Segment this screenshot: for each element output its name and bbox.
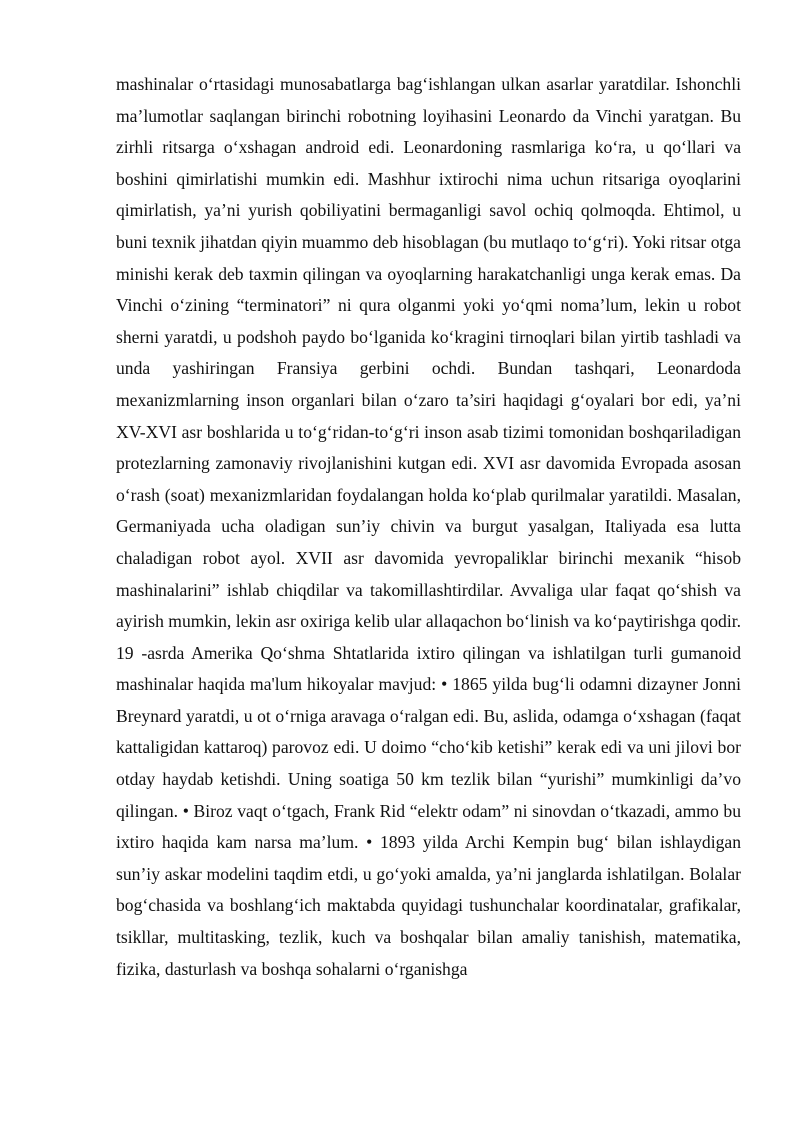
document-page xyxy=(116,69,741,985)
body-paragraph: mashinalar o‘rtasidagi munosabatlarga bag‘ishlangan ulkan asarlar yaratdilar. Ishonchli ma’lumotlar saqlangan birinchi robotning loyihasini Leonardo da Vinchi yaratgan. Bu zirhli ritsarga o‘xshagan android edi. Leonardoning rasmlariga ko‘ra, u qo‘llari va boshini qimirlatishi mumkin edi. Mashhur ixtirochi nima uchun ritsariga oyoqlarini qimirlatish, ya’ni yurish qobiliyatini bermaganligi savol ochiq qolmoqda. Ehtimol, u buni texnik jihatdan qiyin muammo deb hisoblagan (bu mutlaqo to‘g‘ri). Yoki ritsar otga minishi kerak deb taxmin qilingan va oyoqlarning harakatchanligi unga kerak emas. Da Vinchi o‘zining “terminatori” ni qura olganmi yoki yo‘qmi noma’lum, lekin u robot sherni yaratdi, u podshoh paydo bo‘lganida ko‘kragini tirnoqlari bilan yirtib tashladi va unda yashiringan Fransiya gerbini ochdi. Bundan tashqari, Leonardoda mexanizmlarning inson organlari bilan o‘zaro ta’siri haqidagi g‘oyalari bor edi, ya’ni XV-XVI asr boshlarida u to‘g‘ridan-to‘g‘ri inson asab tizimi tomonidan boshqariladigan protezlarning zamonaviy rivojlanishini kutgan edi. XVI asr davomida Evropada asosan o‘rash (soat) mexanizmlaridan foydalangan holda ko‘plab qurilmalar yaratildi. Masalan, Germaniyada ucha oladigan sun’iy chivin va burgut yasalgan, Italiyada esa lutta chaladigan robot ayol. XVII asr davomida yevropaliklar birinchi mexanik “hisob mashinalarini” ishlab chiqdilar va takomillashtirdilar. Avvaliga ular faqat qo‘shish va ayirish mumkin, lekin asr oxiriga kelib ular allaqachon bo‘linish va ko‘paytirishga qodir. 19 -asrda Amerika Qo‘shma Shtatlarida ixtiro qilingan va ishlatilgan turli gumanoid mashinalar haqida ma'lum hikoyalar mavjud: • 1865 yilda bug‘li odamni dizayner Jonni Breynard yaratdi, u ot o‘rniga aravaga o‘ralgan edi. Bu, aslida, odamga o‘xshagan (faqat kattaligidan kattaroq) parovoz edi. U doimo “cho‘kib ketishi” kerak edi va uni jilovi bor otday haydab ketishdi. Uning soatiga 50 km tezlik bilan “yurishi” mumkinligi da’vo qilingan. • Biroz vaqt o‘tgach, Frank Rid “elektr odam” ni sinovdan o‘tkazadi, ammo bu ixtiro haqida kam narsa ma’lum. • 1893 yilda Archi Kempin bug‘ bilan ishlaydigan sun’iy askar modelini taqdim etdi, u go‘yoki amalda, ya’ni janglarda ishlatilgan. Bolalar bog‘chasida va boshlang‘ich maktabda quyidagi tushunchalar koordinatalar, grafikalar, tsikllar, multitasking, tezlik, kuch va boshqalar bilan amaliy tanishish, matematika, fizika, dasturlash va boshqa sohalarni o‘rganishga xyxy=(116,74,741,979)
